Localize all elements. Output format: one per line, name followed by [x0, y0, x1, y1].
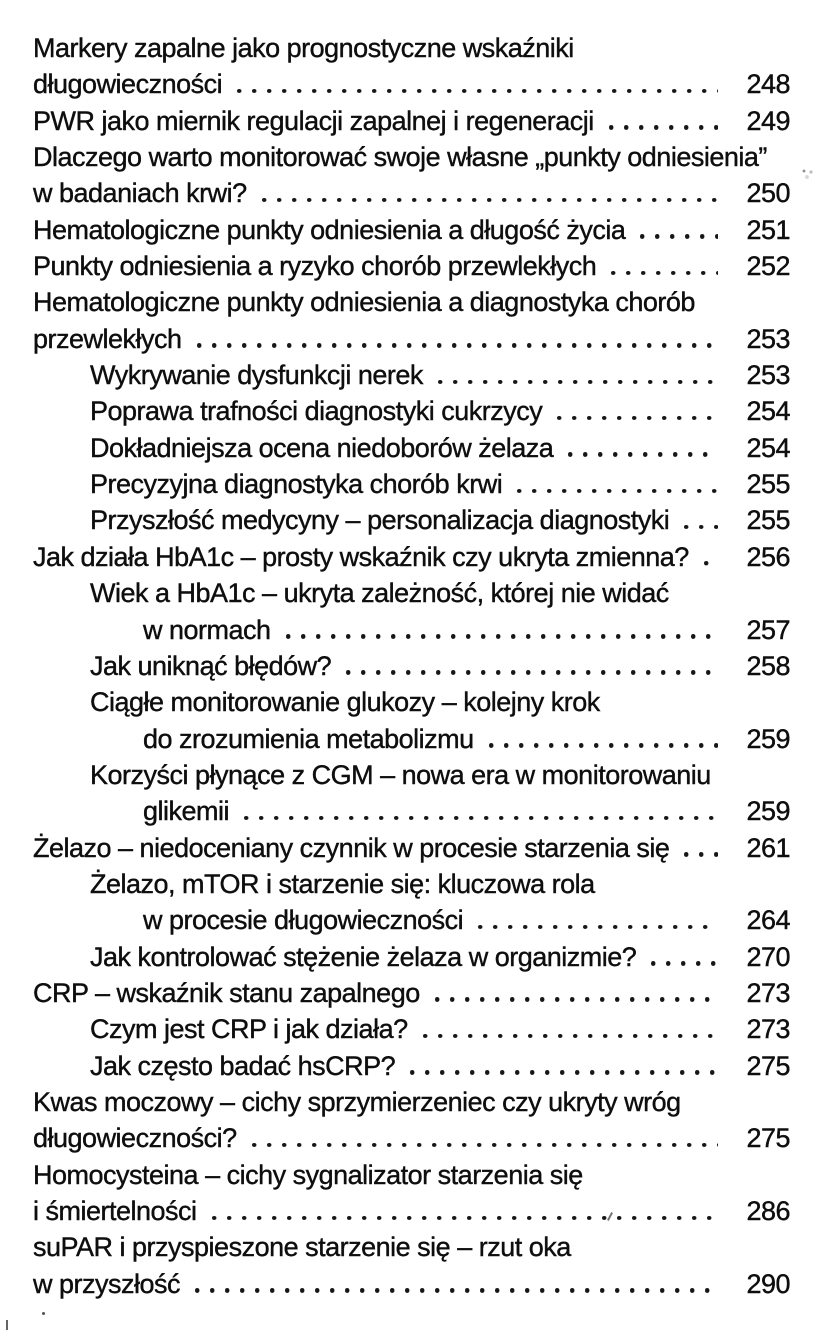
toc-line-text: Hematologiczne punkty odniesienia a diagnostyka chorób: [33, 287, 695, 318]
toc-line: [33, 248, 790, 284]
toc-line: [33, 66, 790, 102]
dot-leader: [262, 198, 718, 203]
toc-line-page: 275: [746, 1123, 790, 1154]
toc-line-text: Żelazo, mTOR i starzenie się: kluczowa rola: [90, 868, 595, 899]
dot-leader: [237, 89, 718, 94]
toc-line: [33, 466, 790, 502]
dot-leader: [410, 1070, 718, 1075]
toc-line-text: glikemii: [143, 796, 230, 827]
toc-line-text: suPAR i przyspieszone starzenie się – rzut oka: [33, 1232, 571, 1263]
toc-line-text: Jak działa HbA1c – prosty wskaźnik czy ukryta zmienna?: [33, 541, 689, 572]
toc-line-page: 259: [746, 796, 790, 827]
toc-line: [33, 357, 790, 393]
toc-line: [33, 793, 790, 829]
toc-line-text: Hematologiczne punkty odniesienia a długość życia: [33, 214, 626, 245]
dot-leader: [568, 452, 718, 457]
toc-line: [33, 721, 790, 757]
toc-line: [33, 539, 790, 575]
toc-line-text: Żelazo – niedoceniany czynnik w procesie starzenia się: [33, 832, 670, 863]
toc-line: [33, 212, 790, 248]
toc-line: [33, 502, 790, 538]
toc-line-page: 250: [746, 178, 790, 209]
toc-line: [33, 1120, 790, 1156]
toc-line-text: Jak kontrolować stężenie żelaza w organizmie?: [90, 941, 637, 972]
table-of-contents: [33, 30, 790, 1302]
toc-line-text: w badaniach krwi?: [33, 178, 247, 209]
dot-leader: [438, 380, 718, 385]
toc-line: [33, 139, 790, 175]
toc-line: [33, 1266, 790, 1302]
toc-line-page: 286: [746, 1196, 790, 1226]
toc-line-text: Markery zapalne jako prognostyczne wskaźniki: [33, 33, 574, 63]
toc-line-text: przewlekłych: [33, 323, 182, 354]
toc-line: [33, 575, 790, 611]
toc-line-text: Wykrywanie dysfunkcji nerek: [90, 360, 423, 391]
toc-line-text: Dlaczego warto monitorować swoje własne „punkty odniesienia”: [33, 142, 767, 173]
toc-line: [33, 175, 790, 211]
dot-leader: [609, 125, 718, 130]
toc-line-page: 290: [746, 1268, 790, 1299]
toc-line-page: 257: [746, 614, 790, 645]
toc-line: [33, 612, 790, 648]
toc-line: [33, 1084, 790, 1120]
dot-leader: [286, 634, 718, 639]
dot-leader: [517, 489, 718, 494]
dot-leader: [611, 271, 718, 276]
toc-line-page: 255: [746, 469, 790, 500]
toc-line-text: i śmiertelności: [33, 1196, 197, 1226]
toc-line-page: 256: [746, 541, 790, 572]
toc-line-page: 253: [746, 323, 790, 354]
toc-line: [33, 684, 790, 720]
toc-line: [33, 321, 790, 357]
scan-artifact-smudge: [801, 168, 817, 180]
dot-leader: [478, 925, 718, 930]
toc-line-page: 252: [746, 251, 790, 282]
toc-line-page: 259: [746, 723, 790, 754]
dot-leader: [704, 561, 718, 566]
toc-line-text: Ciągłe monitorowanie glukozy – kolejny krok: [90, 687, 600, 718]
toc-line-text: w normach: [143, 614, 271, 645]
toc-line-text: PWR jako miernik regulacji zapalnej i regeneracji: [33, 105, 594, 136]
toc-line-text: długowieczności: [33, 69, 223, 100]
toc-line-text: Czym jest CRP i jak działa?: [90, 1014, 408, 1045]
dot-leader: [684, 852, 718, 857]
toc-line-page: 253: [746, 360, 790, 391]
toc-line-page: 258: [746, 650, 790, 681]
scan-artifact-dash: [6, 1320, 8, 1330]
toc-line: [33, 866, 790, 902]
dot-leader: [489, 743, 718, 748]
toc-line-text: Jak często badać hsCRP?: [90, 1050, 396, 1081]
dot-leader: [244, 816, 718, 821]
toc-line-page: 251: [746, 214, 790, 245]
dot-leader: [195, 1288, 718, 1293]
toc-line-text: CRP – wskaźnik stanu zapalnego: [33, 977, 420, 1008]
toc-line: [33, 1048, 790, 1084]
toc-line: [33, 1011, 790, 1047]
dot-leader: [640, 234, 718, 239]
toc-line: [33, 939, 790, 975]
toc-line: [33, 757, 790, 793]
toc-line-page: 254: [746, 396, 790, 427]
toc-line-text: Punkty odniesienia a ryzyko chorób przewlekłych: [33, 251, 597, 282]
toc-line: [33, 648, 790, 684]
toc-line-page: 248: [746, 69, 790, 100]
toc-line-page: 273: [746, 1014, 790, 1045]
toc-line: [33, 284, 790, 320]
scan-artifact-dot: [42, 1312, 45, 1315]
dot-leader: [197, 343, 718, 348]
toc-line: [33, 103, 790, 139]
toc-line-page: 255: [746, 505, 790, 536]
dot-leader: [346, 670, 718, 675]
toc-line: [33, 830, 790, 866]
toc-line: [33, 30, 790, 66]
dot-leader: [651, 961, 718, 966]
toc-line-text: w przyszłość: [33, 1268, 181, 1299]
toc-line-page: 273: [746, 977, 790, 1008]
toc-line: [33, 902, 790, 938]
toc-line-text: Poprawa trafności diagnostyki cukrzycy: [90, 396, 543, 427]
toc-line-page: 275: [746, 1050, 790, 1081]
toc-line-text: długowieczności?: [33, 1123, 237, 1154]
dot-leader: [684, 525, 718, 530]
toc-line: [33, 430, 790, 466]
toc-line-text: Korzyści płynące z CGM – nowa era w monitorowaniu: [90, 759, 711, 790]
dot-leader: [435, 997, 718, 1002]
toc-line-page: 264: [746, 905, 790, 936]
toc-line-text: Przyszłość medycyny – personalizacja diagnostyki: [90, 505, 670, 536]
toc-line-text: Kwas moczowy – cichy sprzymierzeniec czy ukryty wróg: [33, 1086, 681, 1117]
toc-line-page: 249: [746, 105, 790, 136]
toc-line-text: Precyzyjna diagnostyka chorób krwi: [90, 469, 503, 500]
toc-line-text: Wiek a HbA1c – ukryta zależność, której nie widać: [90, 578, 669, 609]
toc-line: [33, 1229, 790, 1265]
toc-line-page: 261: [746, 832, 790, 863]
toc-line-text: Dokładniejsza ocena niedoborów żelaza: [90, 432, 554, 463]
toc-line-text: w procesie długowieczności: [143, 905, 464, 936]
toc-line-page: 270: [746, 941, 790, 972]
dot-leader: [252, 1143, 718, 1148]
toc-line-page: 254: [746, 432, 790, 463]
toc-line-text: do zrozumienia metabolizmu: [143, 723, 474, 754]
toc-line-text: Jak uniknąć błędów?: [90, 650, 332, 681]
toc-line: [33, 1193, 790, 1229]
toc-line: [33, 393, 790, 429]
dot-leader: [212, 1216, 718, 1221]
dot-leader: [557, 416, 718, 421]
dot-leader: [423, 1034, 718, 1039]
toc-line-text: Homocysteina – cichy sygnalizator starzenia się: [33, 1159, 583, 1190]
toc-line: [33, 975, 790, 1011]
toc-line: [33, 1157, 790, 1193]
